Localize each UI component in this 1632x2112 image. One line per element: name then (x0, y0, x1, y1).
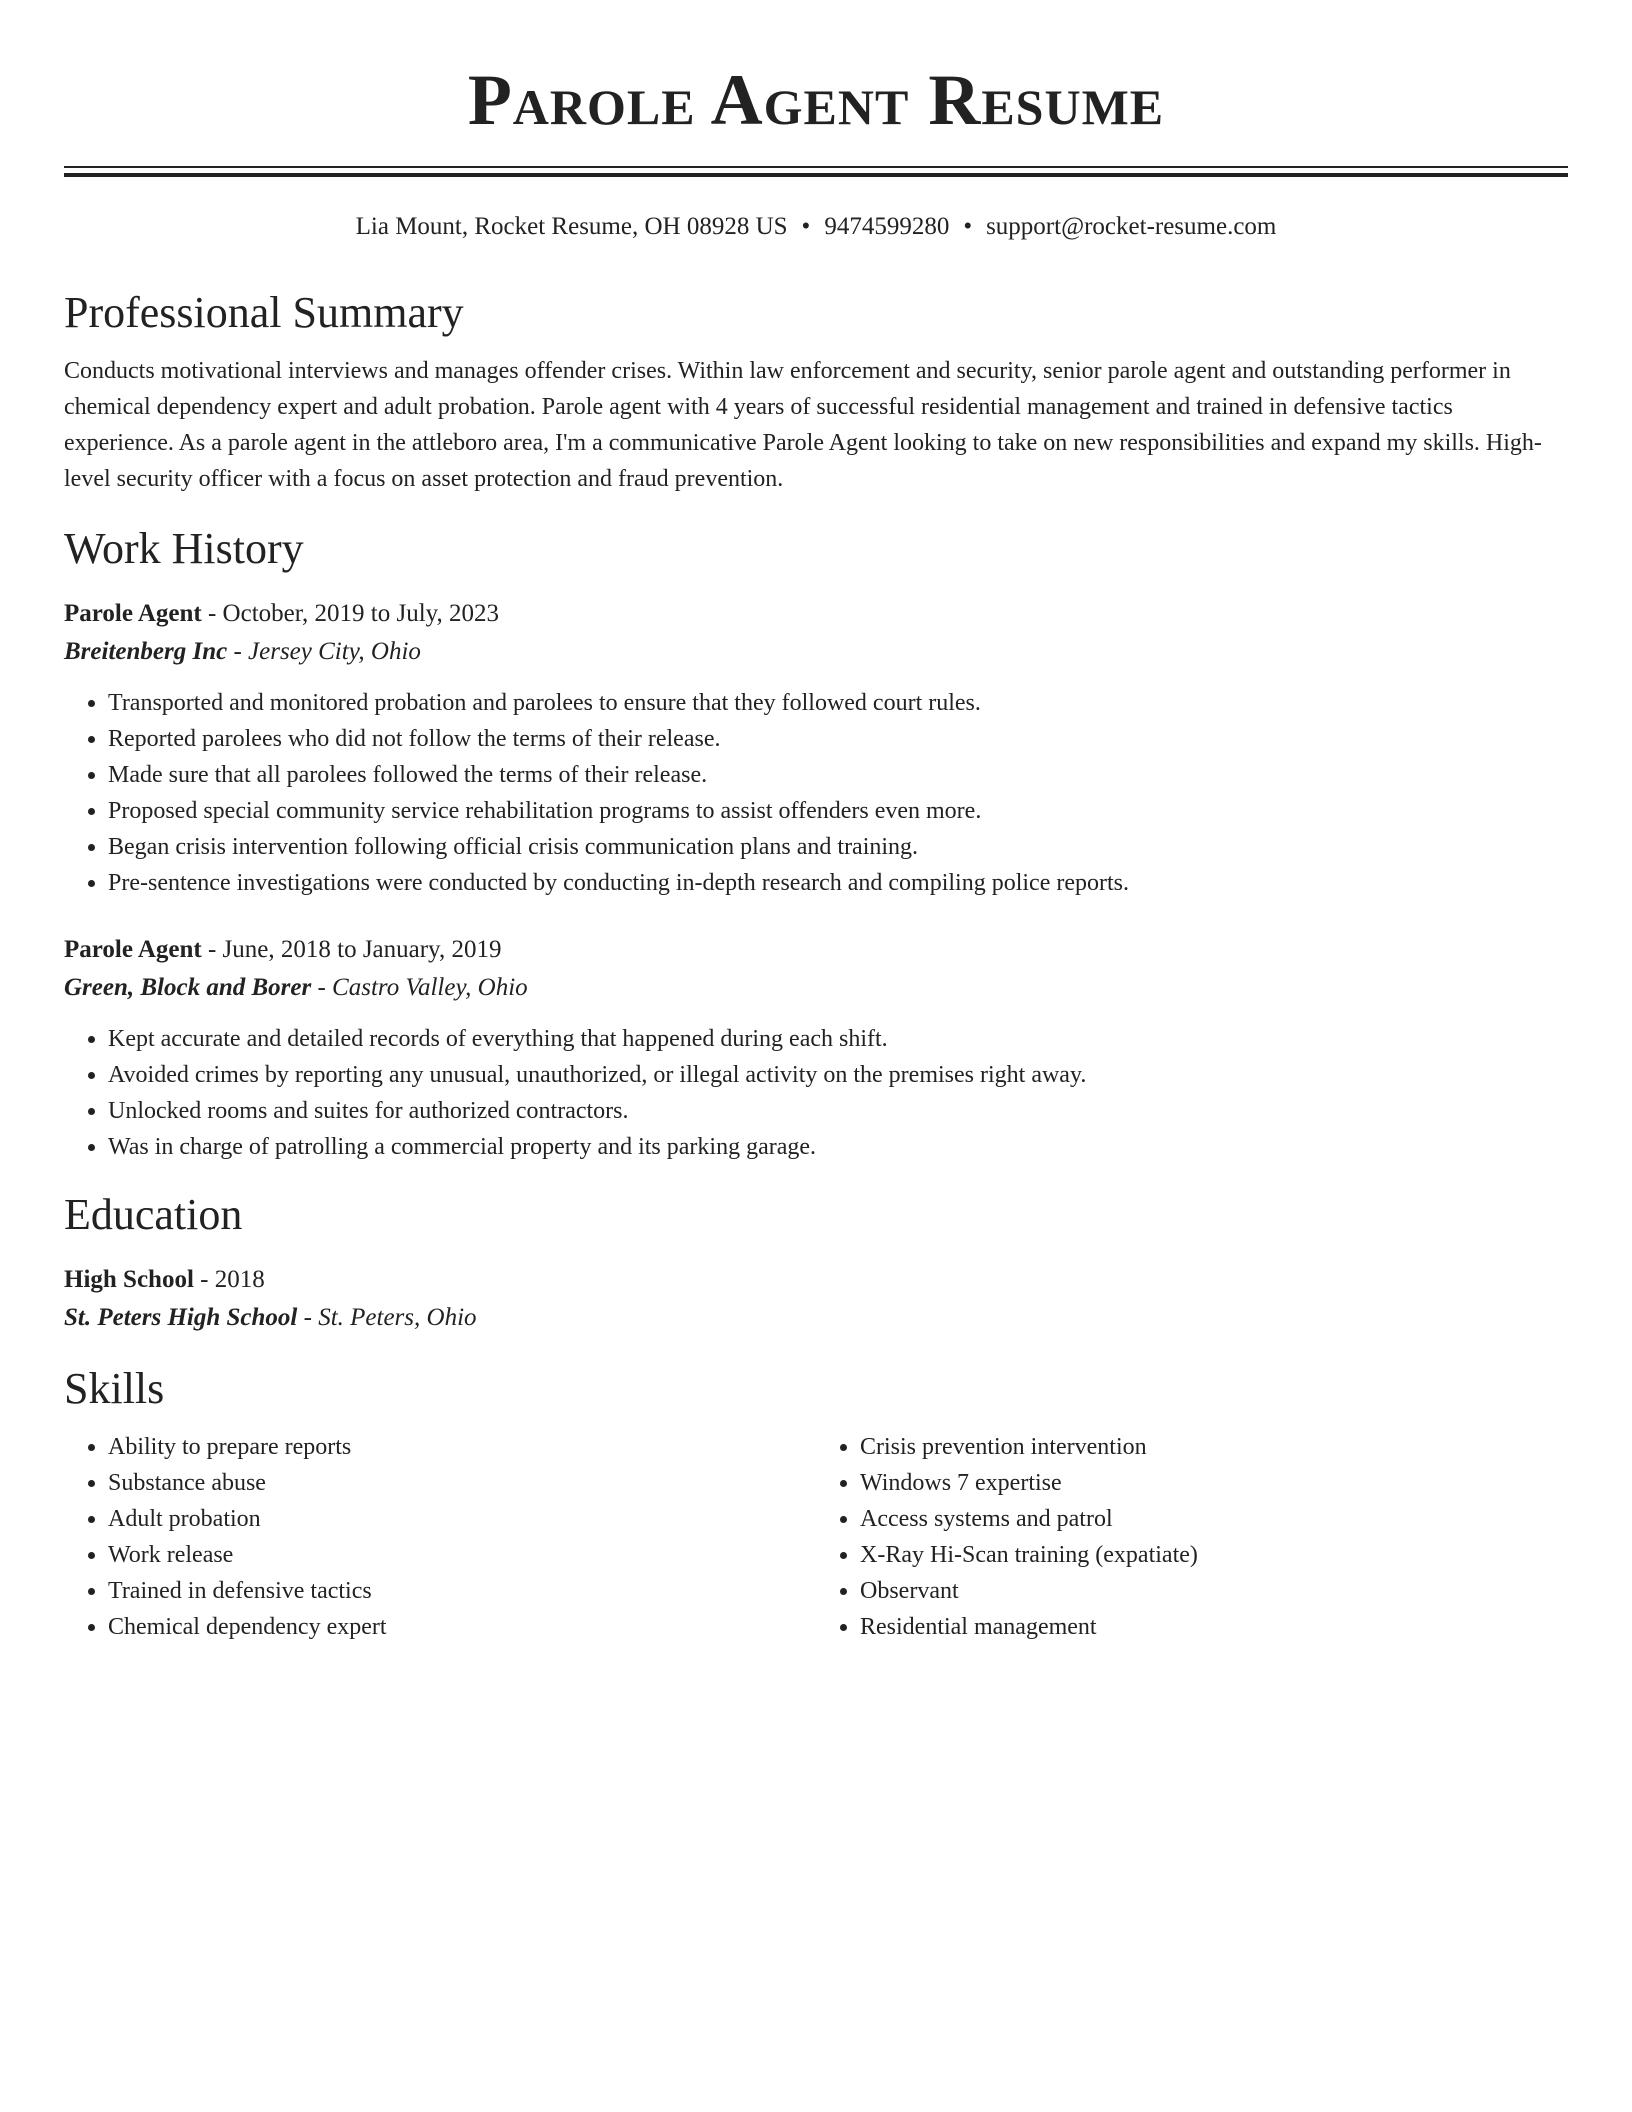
job-company-line (64, 633, 1568, 671)
skill-item: • Residential management (860, 1609, 1568, 1645)
job-duty: • Reported parolees who did not follow the terms of their release. (108, 721, 1568, 757)
job-dates: - October, 2019 to July, 2023 (201, 600, 500, 627)
summary-heading: Professional Summary (64, 288, 464, 337)
skill-item: • X-Ray Hi-Scan training (expatiate) (860, 1537, 1568, 1573)
job-entry (64, 931, 1568, 1165)
contact-address: Lia Mount, Rocket Resume, OH 08928 US (355, 213, 788, 240)
job-title-line (64, 595, 1568, 633)
contact-phone: 9474599280 (824, 213, 950, 240)
skill-item: • Work release (108, 1537, 816, 1573)
job-company: Green, Block and Borer (64, 974, 312, 1001)
job-location: - Castro Valley, Ohio (311, 974, 528, 1001)
education-entry (64, 1261, 1568, 1337)
job-duty: • Was in charge of patrolling a commercial property and its parking garage. (108, 1129, 1568, 1165)
education-heading: Education (64, 1190, 243, 1239)
job-duty: • Pre-sentence investigations were conducted by conducting in-depth research and compiling police reports. (108, 865, 1568, 901)
education-location: - St. Peters, Ohio (297, 1304, 477, 1331)
skill-item: • Trained in defensive tactics (108, 1573, 816, 1609)
contact-separator: • (963, 213, 973, 240)
title-divider-thick (64, 173, 1568, 177)
job-duty: • Proposed special community service rehabilitation programs to assist offenders even more. (108, 793, 1568, 829)
job-dates: - June, 2018 to January, 2019 (201, 936, 502, 963)
title-divider-thin (64, 166, 1568, 168)
skill-item: • Adult probation (108, 1501, 816, 1537)
work-history-heading: Work History (64, 524, 304, 573)
job-title: Parole Agent (64, 600, 202, 627)
contact-email: support@rocket-resume.com (986, 213, 1277, 240)
skill-item: • Windows 7 expertise (860, 1465, 1568, 1501)
job-duties-list (64, 685, 1568, 901)
job-duty: • Began crisis intervention following official crisis communication plans and training. (108, 829, 1568, 865)
education-year: - 2018 (193, 1266, 265, 1293)
skill-item: • Chemical dependency expert (108, 1609, 816, 1645)
resume-title: Parole Agent Resume (467, 60, 1165, 140)
job-entry (64, 595, 1568, 901)
skills-columns (64, 1429, 1568, 1645)
skill-item: • Access systems and patrol (860, 1501, 1568, 1537)
skills-heading: Skills (64, 1364, 165, 1413)
job-duty: • Transported and monitored probation and parolees to ensure that they followed court rules. (108, 685, 1568, 721)
skill-item: • Observant (860, 1573, 1568, 1609)
summary-text: Conducts motivational interviews and manages offender crises. Within law enforcement and security, senior parole agent and outstanding performer in chemical dependency expert and adult probation. Parole agent with 4 years of successful residential management and trained in defensive tactics experience. As a parole agent in the attleboro area, I'm a communicative Parole Agent looking to take on new responsibilities and expand my skills. High-level security officer with a focus on asset protection and fraud prevention. (64, 358, 1542, 492)
job-duty: • Unlocked rooms and suites for authorized contractors. (108, 1093, 1568, 1129)
education-school: St. Peters High School (64, 1304, 298, 1331)
skill-item: • Crisis prevention intervention (860, 1429, 1568, 1465)
skills-list-left (64, 1429, 816, 1645)
job-duty: • Made sure that all parolees followed the terms of their release. (108, 757, 1568, 793)
job-company-line (64, 969, 1568, 1007)
job-duty: • Kept accurate and detailed records of everything that happened during each shift. (108, 1021, 1568, 1057)
education-school-line (64, 1299, 1568, 1337)
job-title: Parole Agent (64, 936, 202, 963)
job-location: - Jersey City, Ohio (227, 638, 421, 665)
job-title-line (64, 931, 1568, 969)
contact-separator: • (801, 213, 811, 240)
contact-line (64, 211, 1568, 243)
education-degree-line (64, 1261, 1568, 1299)
education-degree: High School (64, 1266, 194, 1293)
skill-item: • Substance abuse (108, 1465, 816, 1501)
job-company: Breitenberg Inc (64, 638, 228, 665)
skill-item: • Ability to prepare reports (108, 1429, 816, 1465)
job-duty: • Avoided crimes by reporting any unusual, unauthorized, or illegal activity on the premises right away. (108, 1057, 1568, 1093)
skills-list-right (816, 1429, 1568, 1645)
job-duties-list (64, 1021, 1568, 1165)
